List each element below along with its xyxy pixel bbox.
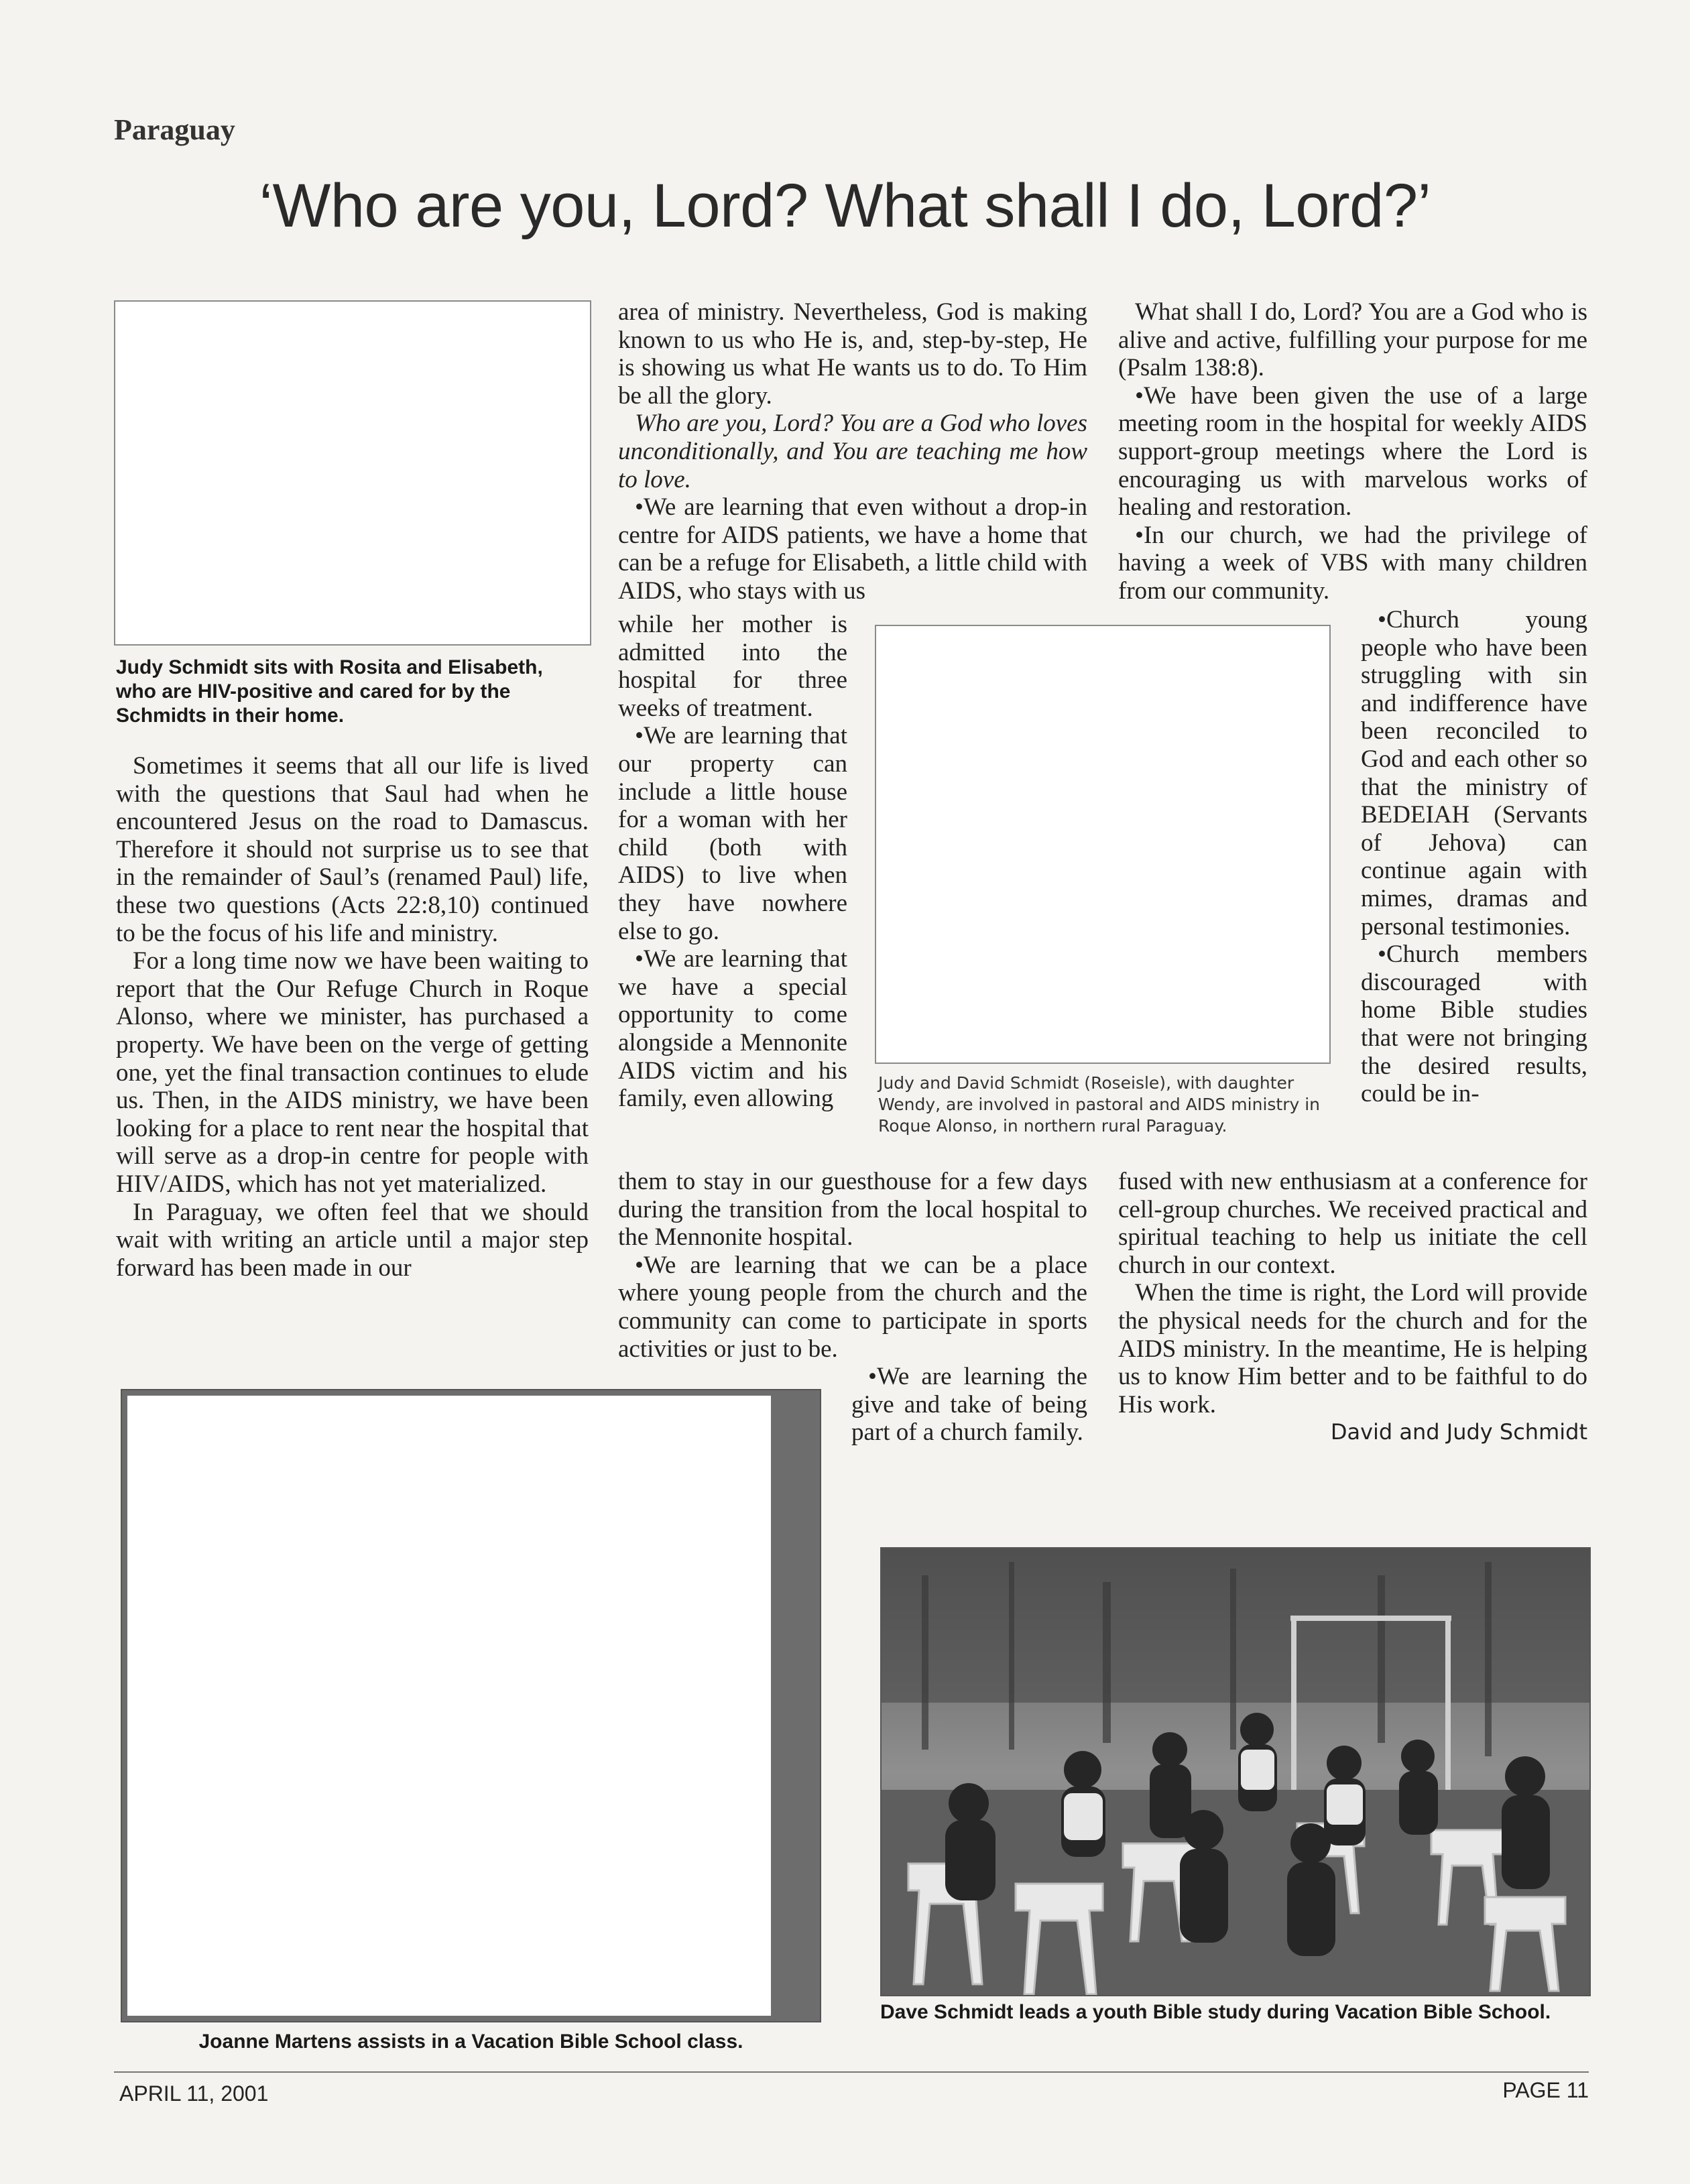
paragraph: •We are learning that we can be a place where young people from the church and the community can come to participate in sports activities or just to be. xyxy=(618,1251,1087,1363)
paragraph: •We are learning that even without a drop-in centre for AIDS patients, we have a home that can be a refuge for Elisabeth, a little child with AIDS, who stays with us xyxy=(618,493,1087,605)
caption-photo2: Judy and David Schmidt (Roseisle), with daughter Wendy, are involved in pastoral and AIDS ministry in Roque Alonso, in northern rural Paraguay. xyxy=(878,1073,1321,1136)
column-3-bottom xyxy=(1118,1168,1587,1447)
paragraph: them to stay in our guesthouse for a few days during the transition from the local hospital to the Mennonite hospital. xyxy=(618,1168,1087,1252)
paragraph: •Church members discouraged with home Bible studies that were not bringing the desired results, could be in- xyxy=(1361,941,1587,1108)
column-2-last xyxy=(851,1363,1087,1447)
paragraph: area of ministry. Nevertheless, God is making known to us who He is, and, step-by-step, He is showing us what He wants us to do. To Him be all the glory. xyxy=(618,298,1087,410)
paragraph: In Paraguay, we often feel that we should wait with writing an article until a major step forward has been made in our xyxy=(116,1198,589,1282)
photo-rosita-elisabeth xyxy=(114,300,591,646)
column-2-top xyxy=(618,298,1087,605)
caption-photo1: Judy Schmidt sits with Rosita and Elisabeth, who are HIV-positive and cared for by the Schmidts in their home. xyxy=(116,656,543,727)
footer-date: APRIL 11, 2001 xyxy=(119,2081,269,2106)
paragraph: •We are learning the give and take of being part of a church family. xyxy=(851,1363,1087,1447)
photo-schmidt-family xyxy=(875,625,1331,1064)
paragraph: fused with new enthusiasm at a conference for cell-group churches. We received practical and spiritual teaching to help us initiate the cell church in our context. xyxy=(1118,1168,1587,1279)
paragraph: while her mother is admitted into the hospital for three weeks of treatment. xyxy=(618,611,847,722)
photo-blank-area xyxy=(127,1396,771,2016)
footer-rule xyxy=(114,2071,1589,2073)
paragraph: •Church young people who have been struggling with sin and indifference have been reconciled to God and each other so that the ministry of BEDEIAH (Servants of Jehova) can continue again with mimes, dramas and personal testimonies. xyxy=(1361,606,1587,941)
photo-youth-bible-study xyxy=(880,1547,1591,1996)
paragraph: When the time is right, the Lord will provide the physical needs for the church and for the AIDS ministry. In the meantime, He is helping us to know Him better and to be faithful to do His work. xyxy=(1118,1279,1587,1418)
paragraph: Who are you, Lord? You are a God who loves unconditionally, and You are teaching me how to love. xyxy=(618,410,1087,493)
column-1 xyxy=(116,752,589,1282)
column-3-narrow xyxy=(1361,606,1587,1108)
footer-page-number: PAGE 11 xyxy=(1502,2078,1589,2102)
caption-photo4: Dave Schmidt leads a youth Bible study during Vacation Bible School. xyxy=(880,2001,1551,2023)
paragraph: Sometimes it seems that all our life is lived with the questions that Saul had when he encountered Jesus on the road to Damascus. Therefore it should not surprise us to see that in the remainder of Saul’s (renamed Paul) life, these two questions (Acts 22:8,10) continued to be the focus of his life and ministry. xyxy=(116,752,589,947)
paragraph: •We are learning that we have a special opportunity to come alongside a Mennonite AIDS victim and his family, even allowing xyxy=(618,945,847,1113)
section-label: Paraguay xyxy=(114,113,235,146)
photo-vbs-class xyxy=(121,1389,821,2022)
paragraph: For a long time now we have been waiting to report that the Our Refuge Church in Roque Alonso, where we minister, has purchased a property. We have been on the verge of getting one, yet the final transaction continues to elude us. Then, in the AIDS ministry, we have been looking for a place to rent near the hospital that will serve as a drop-in centre for people with HIV/AIDS, which has not yet materialized. xyxy=(116,947,589,1198)
caption-photo3: Joanne Martens assists in a Vacation Bible School class. xyxy=(198,2030,743,2053)
column-3-top xyxy=(1118,298,1587,605)
photo-youth-bible-study-image xyxy=(882,1549,1589,1995)
signature: David and Judy Schmidt xyxy=(1330,1419,1587,1445)
column-2-narrow xyxy=(618,611,847,1113)
paragraph: •We are learning that our property can include a little house for a woman with her child (both with AIDS) to live when they have nowhere else to go. xyxy=(618,722,847,945)
column-2-bottom xyxy=(618,1168,1087,1363)
paragraph: •We have been given the use of a large meeting room in the hospital for weekly AIDS support-group meetings where the Lord is encouraging us with marvelous works of healing and restoration. xyxy=(1118,381,1587,522)
paragraph: •In our church, we had the privilege of having a week of VBS with many children from our community. xyxy=(1118,521,1587,605)
headline: ‘Who are you, Lord? What shall I do, Lord?’ xyxy=(259,172,1431,240)
paragraph: What shall I do, Lord? You are a God who is alive and active, fulfilling your purpose for me (Psalm 138:8). xyxy=(1118,298,1587,382)
